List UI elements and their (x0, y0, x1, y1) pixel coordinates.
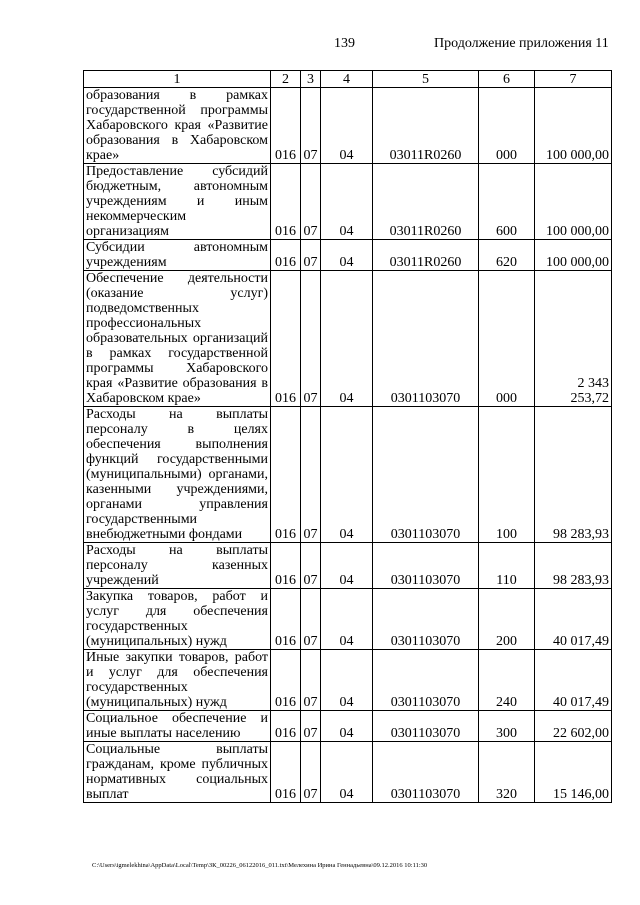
expense-type-code: 300 (479, 711, 535, 742)
expense-type-code: 000 (479, 271, 535, 407)
table-row (84, 589, 612, 650)
section-code: 07 (301, 543, 321, 589)
page-header (0, 36, 640, 56)
column-header: 1 (84, 71, 271, 88)
column-header: 6 (479, 71, 535, 88)
target-article-code: 03011R0260 (373, 88, 479, 164)
amount: 40 017,49 (535, 650, 612, 711)
section-code: 07 (301, 742, 321, 803)
row-description: Расходы на выплаты персоналу казенных учреждений (84, 543, 271, 589)
row-description: Социальные выплаты гражданам, кроме публичных нормативных социальных выплат (84, 742, 271, 803)
expense-type-code: 000 (479, 88, 535, 164)
subsection-code: 04 (321, 589, 373, 650)
table-row (84, 240, 612, 271)
row-description: Закупка товаров, работ и услуг для обеспечения государственных (муниципальных) нужд (84, 589, 271, 650)
table-row (84, 543, 612, 589)
subsection-code: 04 (321, 240, 373, 271)
target-article-code: 03011R0260 (373, 240, 479, 271)
table-row (84, 407, 612, 543)
expense-type-code: 110 (479, 543, 535, 589)
section-code: 07 (301, 589, 321, 650)
table-header (84, 71, 612, 88)
expense-type-code: 100 (479, 407, 535, 543)
table-body (84, 88, 612, 803)
table-row (84, 650, 612, 711)
table-header-row (84, 71, 612, 88)
amount: 2 343 253,72 (535, 271, 612, 407)
subsection-code: 04 (321, 711, 373, 742)
section-code: 07 (301, 240, 321, 271)
expense-type-code: 200 (479, 589, 535, 650)
ministry-code: 016 (271, 711, 301, 742)
row-description: Расходы на выплаты персоналу в целях обеспечения выполнения функций государственными (муниципальными) органами, казенными учреждениями, органами управления государственными внебюджетными фондами (84, 407, 271, 543)
expense-type-code: 620 (479, 240, 535, 271)
table-row (84, 164, 612, 240)
ministry-code: 016 (271, 650, 301, 711)
ministry-code: 016 (271, 88, 301, 164)
column-header: 3 (301, 71, 321, 88)
subsection-code: 04 (321, 650, 373, 711)
ministry-code: 016 (271, 164, 301, 240)
table-row (84, 742, 612, 803)
amount: 98 283,93 (535, 543, 612, 589)
ministry-code: 016 (271, 271, 301, 407)
subsection-code: 04 (321, 742, 373, 803)
row-description: Социальное обеспечение и иные выплаты населению (84, 711, 271, 742)
expense-type-code: 320 (479, 742, 535, 803)
expense-type-code: 600 (479, 164, 535, 240)
target-article-code: 0301103070 (373, 742, 479, 803)
ministry-code: 016 (271, 742, 301, 803)
amount: 22 602,00 (535, 711, 612, 742)
section-code: 07 (301, 650, 321, 711)
target-article-code: 03011R0260 (373, 164, 479, 240)
row-description: Субсидии автономным учреждениям (84, 240, 271, 271)
column-header: 4 (321, 71, 373, 88)
amount: 40 017,49 (535, 589, 612, 650)
expense-type-code: 240 (479, 650, 535, 711)
section-code: 07 (301, 407, 321, 543)
subsection-code: 04 (321, 543, 373, 589)
amount: 98 283,93 (535, 407, 612, 543)
column-header: 7 (535, 71, 612, 88)
ministry-code: 016 (271, 543, 301, 589)
section-code: 07 (301, 164, 321, 240)
subsection-code: 04 (321, 88, 373, 164)
row-description: Предоставление субсидий бюджетным, автономным учреждениям и иным некоммерческим организациям (84, 164, 271, 240)
appendix-continuation-label: Продолжение приложения 11 (434, 36, 609, 51)
table-row (84, 711, 612, 742)
table-row (84, 88, 612, 164)
subsection-code: 04 (321, 407, 373, 543)
document-footer-path: C:\Users\igmelekhina\AppData\Local\Temp\ЗК_00226_06122016_011.txt\Мелехина Ирина Геннадьевна\09.12.2016 10:11:30 (92, 862, 428, 869)
subsection-code: 04 (321, 164, 373, 240)
column-header: 2 (271, 71, 301, 88)
ministry-code: 016 (271, 240, 301, 271)
amount: 100 000,00 (535, 240, 612, 271)
section-code: 07 (301, 271, 321, 407)
target-article-code: 0301103070 (373, 589, 479, 650)
amount: 15 146,00 (535, 742, 612, 803)
table-row (84, 271, 612, 407)
target-article-code: 0301103070 (373, 650, 479, 711)
target-article-code: 0301103070 (373, 271, 479, 407)
amount: 100 000,00 (535, 164, 612, 240)
subsection-code: 04 (321, 271, 373, 407)
target-article-code: 0301103070 (373, 407, 479, 543)
section-code: 07 (301, 711, 321, 742)
row-description: Иные закупки товаров, работ и услуг для обеспечения государственных (муниципальных) нужд (84, 650, 271, 711)
budget-table (83, 70, 612, 803)
column-header: 5 (373, 71, 479, 88)
target-article-code: 0301103070 (373, 711, 479, 742)
page-number: 139 (334, 36, 355, 51)
ministry-code: 016 (271, 407, 301, 543)
row-description: образования в рамках государственной программы Хабаровского края «Развитие образования в Хабаровском крае» (84, 88, 271, 164)
target-article-code: 0301103070 (373, 543, 479, 589)
row-description: Обеспечение деятельности (оказание услуг) подведомственных профессиональных образовательных организаций в рамках государственной программы Хабаровского края «Развитие образования в Хабаровском крае» (84, 271, 271, 407)
ministry-code: 016 (271, 589, 301, 650)
amount: 100 000,00 (535, 88, 612, 164)
section-code: 07 (301, 88, 321, 164)
